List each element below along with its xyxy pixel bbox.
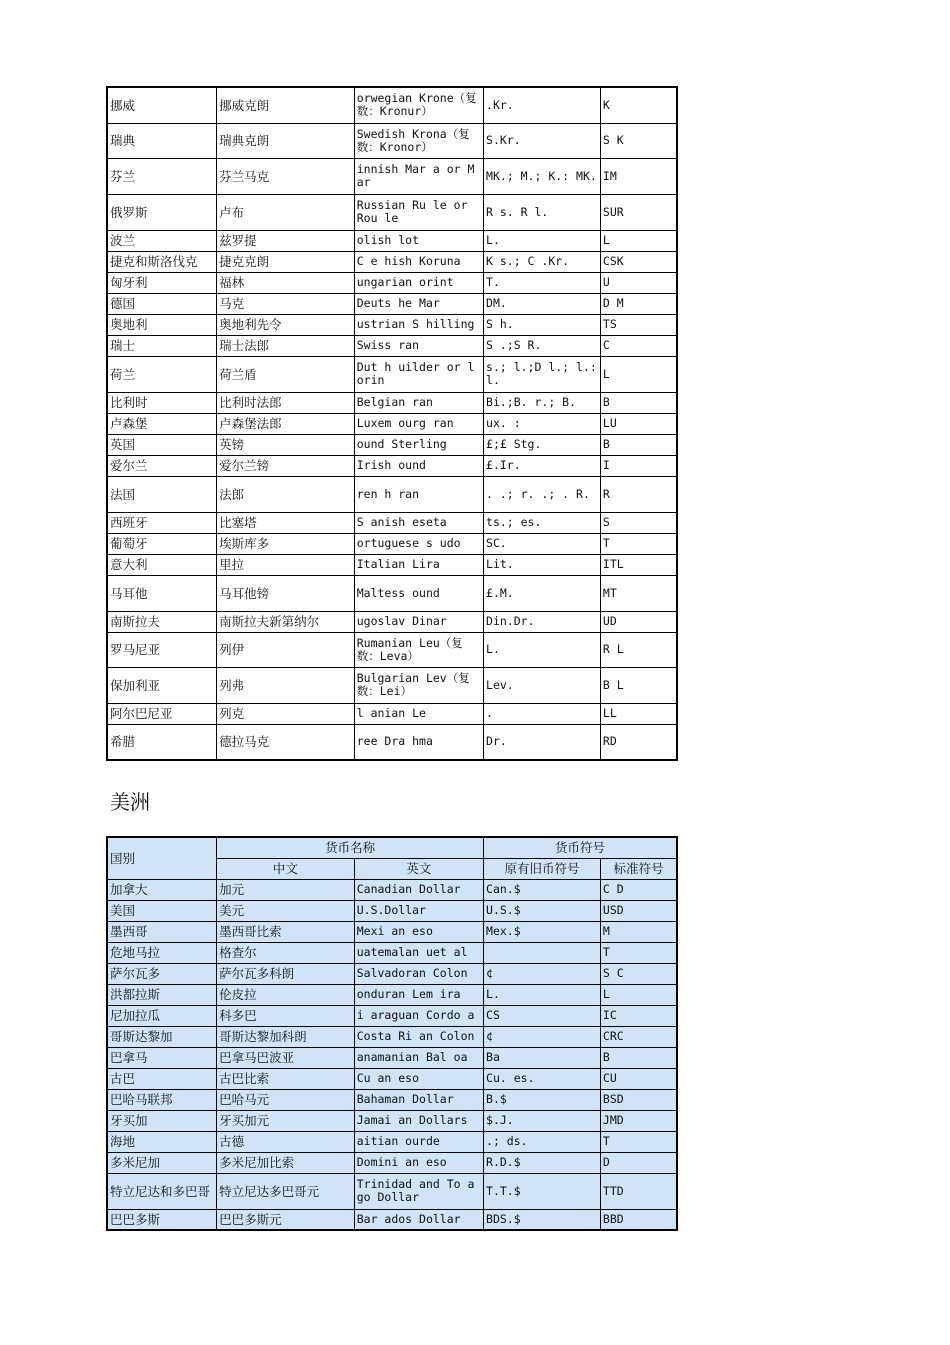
chinese-name-cell: 卢森堡法郎	[217, 413, 355, 434]
table-row	[107, 413, 677, 434]
old-symbol-cell: £.M.	[484, 575, 601, 611]
table-row	[107, 123, 677, 158]
table-row	[107, 575, 677, 611]
country-cell: 爱尔兰	[107, 455, 217, 476]
chinese-name-cell: 列弗	[217, 667, 355, 703]
old-symbol-cell: Cu. es.	[484, 1068, 601, 1089]
table-row	[107, 455, 677, 476]
english-name-cell: Costa Ri an Colon	[354, 1026, 483, 1047]
old-symbol-cell: BDS.$	[484, 1209, 601, 1230]
table-row	[107, 1005, 677, 1026]
chinese-name-cell: 萨尔瓦多科朗	[217, 963, 355, 984]
standard-symbol-cell: L	[600, 984, 677, 1005]
english-name-cell: orwegian Krone（复数：Kronur）	[354, 87, 483, 123]
standard-symbol-cell: T	[600, 942, 677, 963]
english-name-cell: anamanian Bal oa	[354, 1047, 483, 1068]
standard-symbol-cell: C D	[600, 879, 677, 900]
chinese-name-cell: 德拉马克	[217, 724, 355, 760]
english-name-cell: ortuguese s udo	[354, 533, 483, 554]
chinese-name-cell: 美元	[217, 900, 355, 921]
country-cell: 捷克和斯洛伐克	[107, 251, 217, 272]
chinese-name-cell: 科多巴	[217, 1005, 355, 1026]
english-name-cell: Belgian ran	[354, 392, 483, 413]
english-name-cell: l anian Le	[354, 703, 483, 724]
standard-symbol-cell: D M	[600, 293, 677, 314]
country-cell: 美国	[107, 900, 217, 921]
section-title-americas: 美洲	[110, 790, 150, 814]
standard-symbol-cell: RD	[600, 724, 677, 760]
chinese-name-cell: 卢布	[217, 194, 355, 230]
standard-symbol-cell: R L	[600, 632, 677, 667]
country-cell: 比利时	[107, 392, 217, 413]
standard-symbol-cell: ITL	[600, 554, 677, 575]
table-row	[107, 1047, 677, 1068]
standard-symbol-cell: TTD	[600, 1173, 677, 1209]
chinese-name-cell: 墨西哥比索	[217, 921, 355, 942]
old-symbol-cell: L.	[484, 230, 601, 251]
old-symbol-cell: K s.; C .Kr.	[484, 251, 601, 272]
old-symbol-cell: L.	[484, 632, 601, 667]
standard-symbol-cell: I	[600, 455, 677, 476]
country-cell: 芬兰	[107, 158, 217, 194]
old-symbol-cell: $.J.	[484, 1110, 601, 1131]
english-name-cell: Swedish Krona（复数：Kronor）	[354, 123, 483, 158]
header-old-symbol: 原有旧币符号	[484, 858, 601, 879]
table-row	[107, 230, 677, 251]
europe-table-body	[107, 87, 677, 760]
english-name-cell: Salvadoran Colon	[354, 963, 483, 984]
header-currency-name: 货币名称	[217, 837, 484, 858]
english-name-cell: ustrian S hilling	[354, 314, 483, 335]
chinese-name-cell: 英镑	[217, 434, 355, 455]
old-symbol-cell: Lev.	[484, 667, 601, 703]
chinese-name-cell: 巴哈马元	[217, 1089, 355, 1110]
standard-symbol-cell: R	[600, 476, 677, 512]
country-cell: 特立尼达和多巴哥	[107, 1173, 217, 1209]
standard-symbol-cell: BSD	[600, 1089, 677, 1110]
english-name-cell: innish Mar a or Mar	[354, 158, 483, 194]
header-standard-symbol: 标准符号	[600, 858, 677, 879]
standard-symbol-cell: B L	[600, 667, 677, 703]
table-row	[107, 512, 677, 533]
country-cell: 希腊	[107, 724, 217, 760]
chinese-name-cell: 南斯拉夫新第纳尔	[217, 611, 355, 632]
old-symbol-cell: CS	[484, 1005, 601, 1026]
table-row	[107, 963, 677, 984]
americas-table-body	[107, 879, 677, 1230]
english-name-cell: Irish ound	[354, 455, 483, 476]
table-row	[107, 87, 677, 123]
chinese-name-cell: 埃斯库多	[217, 533, 355, 554]
chinese-name-cell: 巴拿马巴波亚	[217, 1047, 355, 1068]
table-row	[107, 1209, 677, 1230]
english-name-cell: Rumanian Leu（复数：Leva）	[354, 632, 483, 667]
old-symbol-cell: . .; r. .; . R.	[484, 476, 601, 512]
country-cell: 波兰	[107, 230, 217, 251]
table-row	[107, 194, 677, 230]
standard-symbol-cell: D	[600, 1152, 677, 1173]
country-cell: 危地马拉	[107, 942, 217, 963]
chinese-name-cell: 瑞士法郎	[217, 335, 355, 356]
table-row	[107, 251, 677, 272]
country-cell: 德国	[107, 293, 217, 314]
english-name-cell: Dut h uilder or lorin	[354, 356, 483, 392]
table-row	[107, 724, 677, 760]
standard-symbol-cell: S K	[600, 123, 677, 158]
old-symbol-cell: R.D.$	[484, 1152, 601, 1173]
standard-symbol-cell: L	[600, 356, 677, 392]
english-name-cell: Italian Lira	[354, 554, 483, 575]
standard-symbol-cell: TS	[600, 314, 677, 335]
old-symbol-cell: SC.	[484, 533, 601, 554]
table-row	[107, 293, 677, 314]
country-cell: 西班牙	[107, 512, 217, 533]
old-symbol-cell: £;£ Stg.	[484, 434, 601, 455]
old-symbol-cell: £.Ir.	[484, 455, 601, 476]
header-currency-symbol: 货币符号	[484, 837, 677, 858]
chinese-name-cell: 兹罗提	[217, 230, 355, 251]
standard-symbol-cell: B	[600, 434, 677, 455]
table-row	[107, 1026, 677, 1047]
chinese-name-cell: 伦皮拉	[217, 984, 355, 1005]
country-cell: 巴巴多斯	[107, 1209, 217, 1230]
chinese-name-cell: 加元	[217, 879, 355, 900]
table-row	[107, 1152, 677, 1173]
english-name-cell: Deuts he Mar	[354, 293, 483, 314]
country-cell: 古巴	[107, 1068, 217, 1089]
old-symbol-cell: T.	[484, 272, 601, 293]
english-name-cell: onduran Lem ira	[354, 984, 483, 1005]
english-name-cell: Canadian Dollar	[354, 879, 483, 900]
table-row	[107, 434, 677, 455]
standard-symbol-cell: IM	[600, 158, 677, 194]
old-symbol-cell: .; ds.	[484, 1131, 601, 1152]
old-symbol-cell: S.Kr.	[484, 123, 601, 158]
standard-symbol-cell: SUR	[600, 194, 677, 230]
standard-symbol-cell: S C	[600, 963, 677, 984]
chinese-name-cell: 荷兰盾	[217, 356, 355, 392]
standard-symbol-cell: BBD	[600, 1209, 677, 1230]
chinese-name-cell: 爱尔兰镑	[217, 455, 355, 476]
country-cell: 葡萄牙	[107, 533, 217, 554]
table-row	[107, 921, 677, 942]
chinese-name-cell: 马克	[217, 293, 355, 314]
old-symbol-cell: S .;S R.	[484, 335, 601, 356]
chinese-name-cell: 特立尼达多巴哥元	[217, 1173, 355, 1209]
standard-symbol-cell: CU	[600, 1068, 677, 1089]
country-cell: 匈牙利	[107, 272, 217, 293]
standard-symbol-cell: T	[600, 1131, 677, 1152]
standard-symbol-cell: LU	[600, 413, 677, 434]
country-cell: 挪威	[107, 87, 217, 123]
country-cell: 瑞士	[107, 335, 217, 356]
old-symbol-cell: s.; l.;D l.; l.: l.	[484, 356, 601, 392]
old-symbol-cell: Din.Dr.	[484, 611, 601, 632]
english-name-cell: Jamai an Dollars	[354, 1110, 483, 1131]
country-cell: 罗马尼亚	[107, 632, 217, 667]
english-name-cell: Maltess ound	[354, 575, 483, 611]
english-name-cell: Luxem ourg ran	[354, 413, 483, 434]
table-row	[107, 703, 677, 724]
standard-symbol-cell: MT	[600, 575, 677, 611]
country-cell: 瑞典	[107, 123, 217, 158]
table-row	[107, 611, 677, 632]
table-row	[107, 900, 677, 921]
english-name-cell: Cu an eso	[354, 1068, 483, 1089]
americas-currency-table	[106, 836, 678, 1231]
table-row	[107, 667, 677, 703]
chinese-name-cell: 奥地利先令	[217, 314, 355, 335]
chinese-name-cell: 列伊	[217, 632, 355, 667]
english-name-cell: Domini an eso	[354, 1152, 483, 1173]
table-row	[107, 554, 677, 575]
country-cell: 萨尔瓦多	[107, 963, 217, 984]
standard-symbol-cell: JMD	[600, 1110, 677, 1131]
chinese-name-cell: 格查尔	[217, 942, 355, 963]
english-name-cell: S anish eseta	[354, 512, 483, 533]
old-symbol-cell: DM.	[484, 293, 601, 314]
english-name-cell: C e hish Koruna	[354, 251, 483, 272]
old-symbol-cell: Ba	[484, 1047, 601, 1068]
chinese-name-cell: 挪威克朗	[217, 87, 355, 123]
table-row	[107, 1089, 677, 1110]
english-name-cell: ree Dra hma	[354, 724, 483, 760]
chinese-name-cell: 比利时法郎	[217, 392, 355, 413]
chinese-name-cell: 捷克克朗	[217, 251, 355, 272]
chinese-name-cell: 瑞典克朗	[217, 123, 355, 158]
country-cell: 巴拿马	[107, 1047, 217, 1068]
country-cell: 俄罗斯	[107, 194, 217, 230]
chinese-name-cell: 法郎	[217, 476, 355, 512]
table-row	[107, 272, 677, 293]
english-name-cell: ound Sterling	[354, 434, 483, 455]
country-cell: 洪都拉斯	[107, 984, 217, 1005]
english-name-cell: Mexi an eso	[354, 921, 483, 942]
old-symbol-cell: R s. R l.	[484, 194, 601, 230]
english-name-cell: Bahaman Dollar	[354, 1089, 483, 1110]
chinese-name-cell: 古巴比索	[217, 1068, 355, 1089]
english-name-cell: Bar ados Dollar	[354, 1209, 483, 1230]
standard-symbol-cell: S	[600, 512, 677, 533]
chinese-name-cell: 牙买加元	[217, 1110, 355, 1131]
country-cell: 荷兰	[107, 356, 217, 392]
country-cell: 南斯拉夫	[107, 611, 217, 632]
english-name-cell: ren h ran	[354, 476, 483, 512]
standard-symbol-cell: C	[600, 335, 677, 356]
chinese-name-cell: 巴巴多斯元	[217, 1209, 355, 1230]
country-cell: 阿尔巴尼亚	[107, 703, 217, 724]
standard-symbol-cell: U	[600, 272, 677, 293]
english-name-cell: Bulgarian Lev（复数：Lei）	[354, 667, 483, 703]
country-cell: 巴哈马联邦	[107, 1089, 217, 1110]
table-row	[107, 1131, 677, 1152]
chinese-name-cell: 哥斯达黎加科朗	[217, 1026, 355, 1047]
country-cell: 牙买加	[107, 1110, 217, 1131]
english-name-cell: Swiss ran	[354, 335, 483, 356]
table-row	[107, 314, 677, 335]
english-name-cell: Russian Ru le or Rou le	[354, 194, 483, 230]
country-cell: 英国	[107, 434, 217, 455]
chinese-name-cell: 里拉	[217, 554, 355, 575]
standard-symbol-cell: IC	[600, 1005, 677, 1026]
americas-table-header	[107, 837, 677, 879]
table-row	[107, 632, 677, 667]
chinese-name-cell: 比塞塔	[217, 512, 355, 533]
table-row	[107, 1173, 677, 1209]
country-cell: 保加利亚	[107, 667, 217, 703]
country-cell: 墨西哥	[107, 921, 217, 942]
country-cell: 法国	[107, 476, 217, 512]
old-symbol-cell: MK.; M.; K.: MK.	[484, 158, 601, 194]
old-symbol-cell: B.$	[484, 1089, 601, 1110]
standard-symbol-cell: CRC	[600, 1026, 677, 1047]
table-row	[107, 1110, 677, 1131]
table-row	[107, 942, 677, 963]
old-symbol-cell	[484, 942, 601, 963]
old-symbol-cell: ux. :	[484, 413, 601, 434]
standard-symbol-cell: M	[600, 921, 677, 942]
chinese-name-cell: 马耳他镑	[217, 575, 355, 611]
standard-symbol-cell: CSK	[600, 251, 677, 272]
old-symbol-cell: T.T.$	[484, 1173, 601, 1209]
old-symbol-cell: S h.	[484, 314, 601, 335]
table-row	[107, 476, 677, 512]
old-symbol-cell: .Kr.	[484, 87, 601, 123]
english-name-cell: aitian ourde	[354, 1131, 483, 1152]
table-row	[107, 335, 677, 356]
english-name-cell: Trinidad and To ago Dollar	[354, 1173, 483, 1209]
old-symbol-cell: ts.; es.	[484, 512, 601, 533]
country-cell: 马耳他	[107, 575, 217, 611]
standard-symbol-cell: USD	[600, 900, 677, 921]
english-name-cell: uatemalan uet al	[354, 942, 483, 963]
standard-symbol-cell: LL	[600, 703, 677, 724]
country-cell: 意大利	[107, 554, 217, 575]
country-cell: 加拿大	[107, 879, 217, 900]
standard-symbol-cell: B	[600, 392, 677, 413]
english-name-cell: ungarian orint	[354, 272, 483, 293]
chinese-name-cell: 列克	[217, 703, 355, 724]
country-cell: 多米尼加	[107, 1152, 217, 1173]
table-row	[107, 879, 677, 900]
country-cell: 海地	[107, 1131, 217, 1152]
standard-symbol-cell: T	[600, 533, 677, 554]
country-cell: 卢森堡	[107, 413, 217, 434]
old-symbol-cell: ¢	[484, 963, 601, 984]
old-symbol-cell: .	[484, 703, 601, 724]
english-name-cell: ugoslav Dinar	[354, 611, 483, 632]
chinese-name-cell: 古德	[217, 1131, 355, 1152]
old-symbol-cell: Can.$	[484, 879, 601, 900]
table-row	[107, 533, 677, 554]
table-row	[107, 1068, 677, 1089]
old-symbol-cell: L.	[484, 984, 601, 1005]
chinese-name-cell: 芬兰马克	[217, 158, 355, 194]
english-name-cell: olish lot	[354, 230, 483, 251]
old-symbol-cell: Lit.	[484, 554, 601, 575]
old-symbol-cell: U.S.$	[484, 900, 601, 921]
english-name-cell: i araguan Cordo a	[354, 1005, 483, 1026]
header-english: 英文	[354, 858, 483, 879]
country-cell: 哥斯达黎加	[107, 1026, 217, 1047]
chinese-name-cell: 多米尼加比索	[217, 1152, 355, 1173]
old-symbol-cell: Bi.;B. r.; B.	[484, 392, 601, 413]
europe-currency-table	[106, 86, 678, 761]
chinese-name-cell: 福林	[217, 272, 355, 293]
header-country: 国别	[107, 837, 217, 879]
old-symbol-cell: Dr.	[484, 724, 601, 760]
table-row	[107, 392, 677, 413]
standard-symbol-cell: B	[600, 1047, 677, 1068]
table-row	[107, 984, 677, 1005]
table-row	[107, 158, 677, 194]
standard-symbol-cell: UD	[600, 611, 677, 632]
old-symbol-cell: Mex.$	[484, 921, 601, 942]
standard-symbol-cell: K	[600, 87, 677, 123]
standard-symbol-cell: L	[600, 230, 677, 251]
header-chinese: 中文	[217, 858, 355, 879]
old-symbol-cell: ¢	[484, 1026, 601, 1047]
table-row	[107, 356, 677, 392]
country-cell: 奥地利	[107, 314, 217, 335]
country-cell: 尼加拉瓜	[107, 1005, 217, 1026]
english-name-cell: U.S.Dollar	[354, 900, 483, 921]
